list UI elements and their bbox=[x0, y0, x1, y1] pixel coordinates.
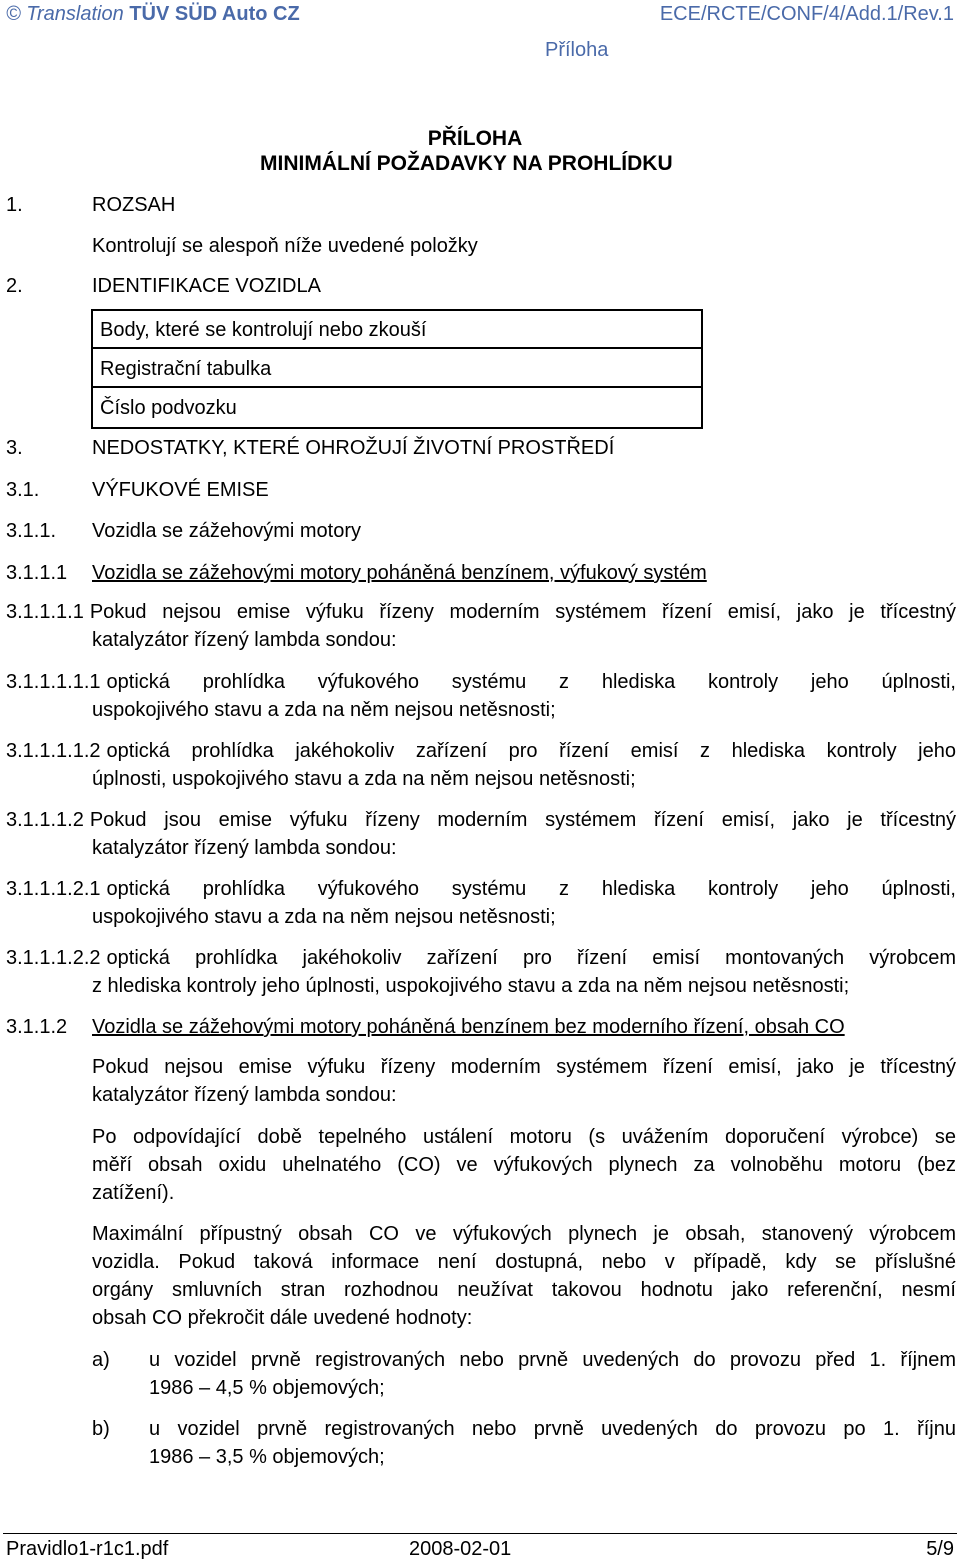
section-3-1-heading: VÝFUKOVÉ EMISE bbox=[92, 479, 269, 501]
table-cell: Body, které se kontrolují nebo zkouší bbox=[100, 319, 427, 341]
table-row bbox=[93, 350, 701, 388]
paragraph-text: katalyzátor řízený lambda sondou: bbox=[92, 837, 397, 859]
document-subtitle: MINIMÁLNÍ POŽADAVKY NA PROHLÍDKU bbox=[260, 152, 673, 175]
paragraph-number: 3.1.1.1.2.1 bbox=[6, 878, 101, 900]
paragraph-3-1-1-1-1-2 bbox=[6, 740, 956, 763]
paragraph-number: 3.1.1.1.1.2 bbox=[6, 740, 101, 762]
section-3-number: 3. bbox=[6, 437, 23, 459]
section-3-heading: NEDOSTATKY, KTERÉ OHROŽUJÍ ŽIVOTNÍ PROSTŘEDÍ bbox=[92, 437, 615, 459]
section-3-1-1-1-number: 3.1.1.1 bbox=[6, 562, 68, 584]
list-item-line: 1986 – 4,5 % objemových; bbox=[149, 1377, 385, 1399]
paragraph-text: optická prohlídka jakéhokoliv zařízení pro řízení emisí z hlediska kontroly jeho bbox=[106, 740, 956, 762]
paragraph-line: Pokud nejsou emise výfuku řízeny moderním systémem řízení emisí, jako je třícestný bbox=[92, 1056, 956, 1078]
list-marker-a: a) bbox=[92, 1349, 110, 1371]
header-annex-label: Příloha bbox=[545, 39, 609, 61]
header-document-reference: ECE/RCTE/CONF/4/Add.1/Rev.1 bbox=[659, 3, 954, 25]
list-item-line: u vozidel prvně registrovaných nebo prvně uvedených do provozu po 1. říjnu bbox=[149, 1418, 956, 1440]
section-3-1-1-2-number: 3.1.1.2 bbox=[6, 1016, 68, 1038]
footer-filename: Pravidlo1-r1c1.pdf bbox=[6, 1538, 169, 1560]
title-line-1: PŘÍLOHA bbox=[427, 127, 523, 150]
section-1-number: 1. bbox=[6, 194, 23, 216]
paragraph-line bbox=[6, 601, 956, 624]
paragraph-text: katalyzátor řízený lambda sondou: bbox=[92, 629, 397, 651]
paragraph-line: katalyzátor řízený lambda sondou: bbox=[92, 1084, 397, 1106]
paragraph-line: obsah CO překročit dále uvedené hodnoty: bbox=[92, 1307, 473, 1329]
section-3-1-number: 3.1. bbox=[6, 479, 40, 501]
section-2-heading: IDENTIFIKACE VOZIDLA bbox=[92, 275, 321, 297]
section-1-text: Kontrolují se alespoň níže uvedené položky bbox=[92, 235, 478, 257]
paragraph-line: měří obsah oxidu uhelnatého (CO) ve výfukových plynech za volnoběhu motoru (bez bbox=[92, 1154, 956, 1176]
section-3-1-1-heading: Vozidla se zážehovými motory bbox=[92, 520, 362, 542]
paragraph-text: uspokojivého stavu a zda na něm nejsou netěsnosti; bbox=[92, 699, 556, 721]
footer-date: 2008-02-01 bbox=[409, 1538, 512, 1560]
table-row bbox=[93, 389, 701, 427]
footer-page-number: 5/9 bbox=[926, 1538, 954, 1560]
paragraph-number: 3.1.1.1.2 bbox=[6, 809, 84, 831]
paragraph-number: 3.1.1.1.2.2 bbox=[6, 947, 101, 969]
table-row bbox=[93, 311, 701, 349]
paragraph-3-1-1-1-1 bbox=[6, 601, 956, 624]
paragraph-line: orgány smluvních stran rozhodnou neužívat takovou hodnotu jako referenční, nesmí bbox=[92, 1279, 956, 1301]
list-marker-b: b) bbox=[92, 1418, 110, 1440]
paragraph-text: optická prohlídka výfukového systému z hlediska kontroly jeho úplnosti, bbox=[106, 671, 956, 693]
section-3-1-1-2-heading: Vozidla se zážehovými motory poháněná benzínem bez moderního řízení, obsah CO bbox=[92, 1016, 845, 1038]
paragraph-number: 3.1.1.1.1.1 bbox=[6, 671, 101, 693]
paragraph-number: 3.1.1.1.1 bbox=[6, 601, 84, 623]
paragraph-text: Pokud jsou emise výfuku řízeny moderním systémem řízení emisí, jako je třícestný bbox=[89, 809, 956, 831]
paragraph-text: optická prohlídka výfukového systému z hlediska kontroly jeho úplnosti, bbox=[106, 878, 956, 900]
section-3-1-1-number: 3.1.1. bbox=[6, 520, 57, 542]
paragraph-text: úplnosti, uspokojivého stavu a zda na něm nejsou netěsnosti; bbox=[92, 768, 636, 790]
document-title bbox=[0, 127, 960, 151]
paragraph-3-1-1-1-2-2 bbox=[6, 947, 956, 970]
paragraph-line: Po odpovídající době tepelného ustálení motoru (s uvážením doporučení výrobce) se bbox=[92, 1126, 956, 1148]
header-organization: TÜV SÜD Auto CZ bbox=[129, 3, 300, 25]
paragraph-text: uspokojivého stavu a zda na něm nejsou netěsnosti; bbox=[92, 906, 556, 928]
paragraph-3-1-1-1-1-1 bbox=[6, 671, 956, 694]
table-cell: Registrační tabulka bbox=[100, 358, 272, 380]
section-3-1-1-1-heading: Vozidla se zážehovými motory poháněná benzínem, výfukový systém bbox=[92, 562, 707, 584]
paragraph-text: z hlediska kontroly jeho úplnosti, uspokojivého stavu a zda na něm nejsou netěsnosti; bbox=[92, 975, 850, 997]
paragraph-line: zatížení). bbox=[92, 1182, 175, 1204]
section-1-heading: ROZSAH bbox=[92, 194, 176, 216]
paragraph-line: Maximální přípustný obsah CO ve výfukových plynech je obsah, stanovený výrobcem bbox=[92, 1223, 956, 1245]
list-item-line: 1986 – 3,5 % objemových; bbox=[149, 1446, 385, 1468]
paragraph-line: vozidla. Pokud taková informace není dostupná, nebo v případě, kdy se příslušné bbox=[92, 1251, 956, 1273]
list-item-line: u vozidel prvně registrovaných nebo prvně uvedených do provozu před 1. říjnem bbox=[149, 1349, 956, 1371]
paragraph-3-1-1-1-2 bbox=[6, 809, 956, 832]
header-translation-prefix: © Translation bbox=[6, 3, 130, 25]
section-2-number: 2. bbox=[6, 275, 23, 297]
paragraph-3-1-1-1-2-1 bbox=[6, 878, 956, 901]
inspection-items-table bbox=[91, 309, 703, 429]
paragraph-text: optická prohlídka jakéhokoliv zařízení pro řízení emisí montovaných výrobcem bbox=[106, 947, 956, 969]
footer-divider bbox=[3, 1533, 957, 1534]
header-translation-note bbox=[6, 3, 300, 26]
table-cell: Číslo podvozku bbox=[100, 397, 237, 419]
paragraph-text: Pokud nejsou emise výfuku řízeny moderním systémem řízení emisí, jako je třícestný bbox=[89, 601, 956, 623]
